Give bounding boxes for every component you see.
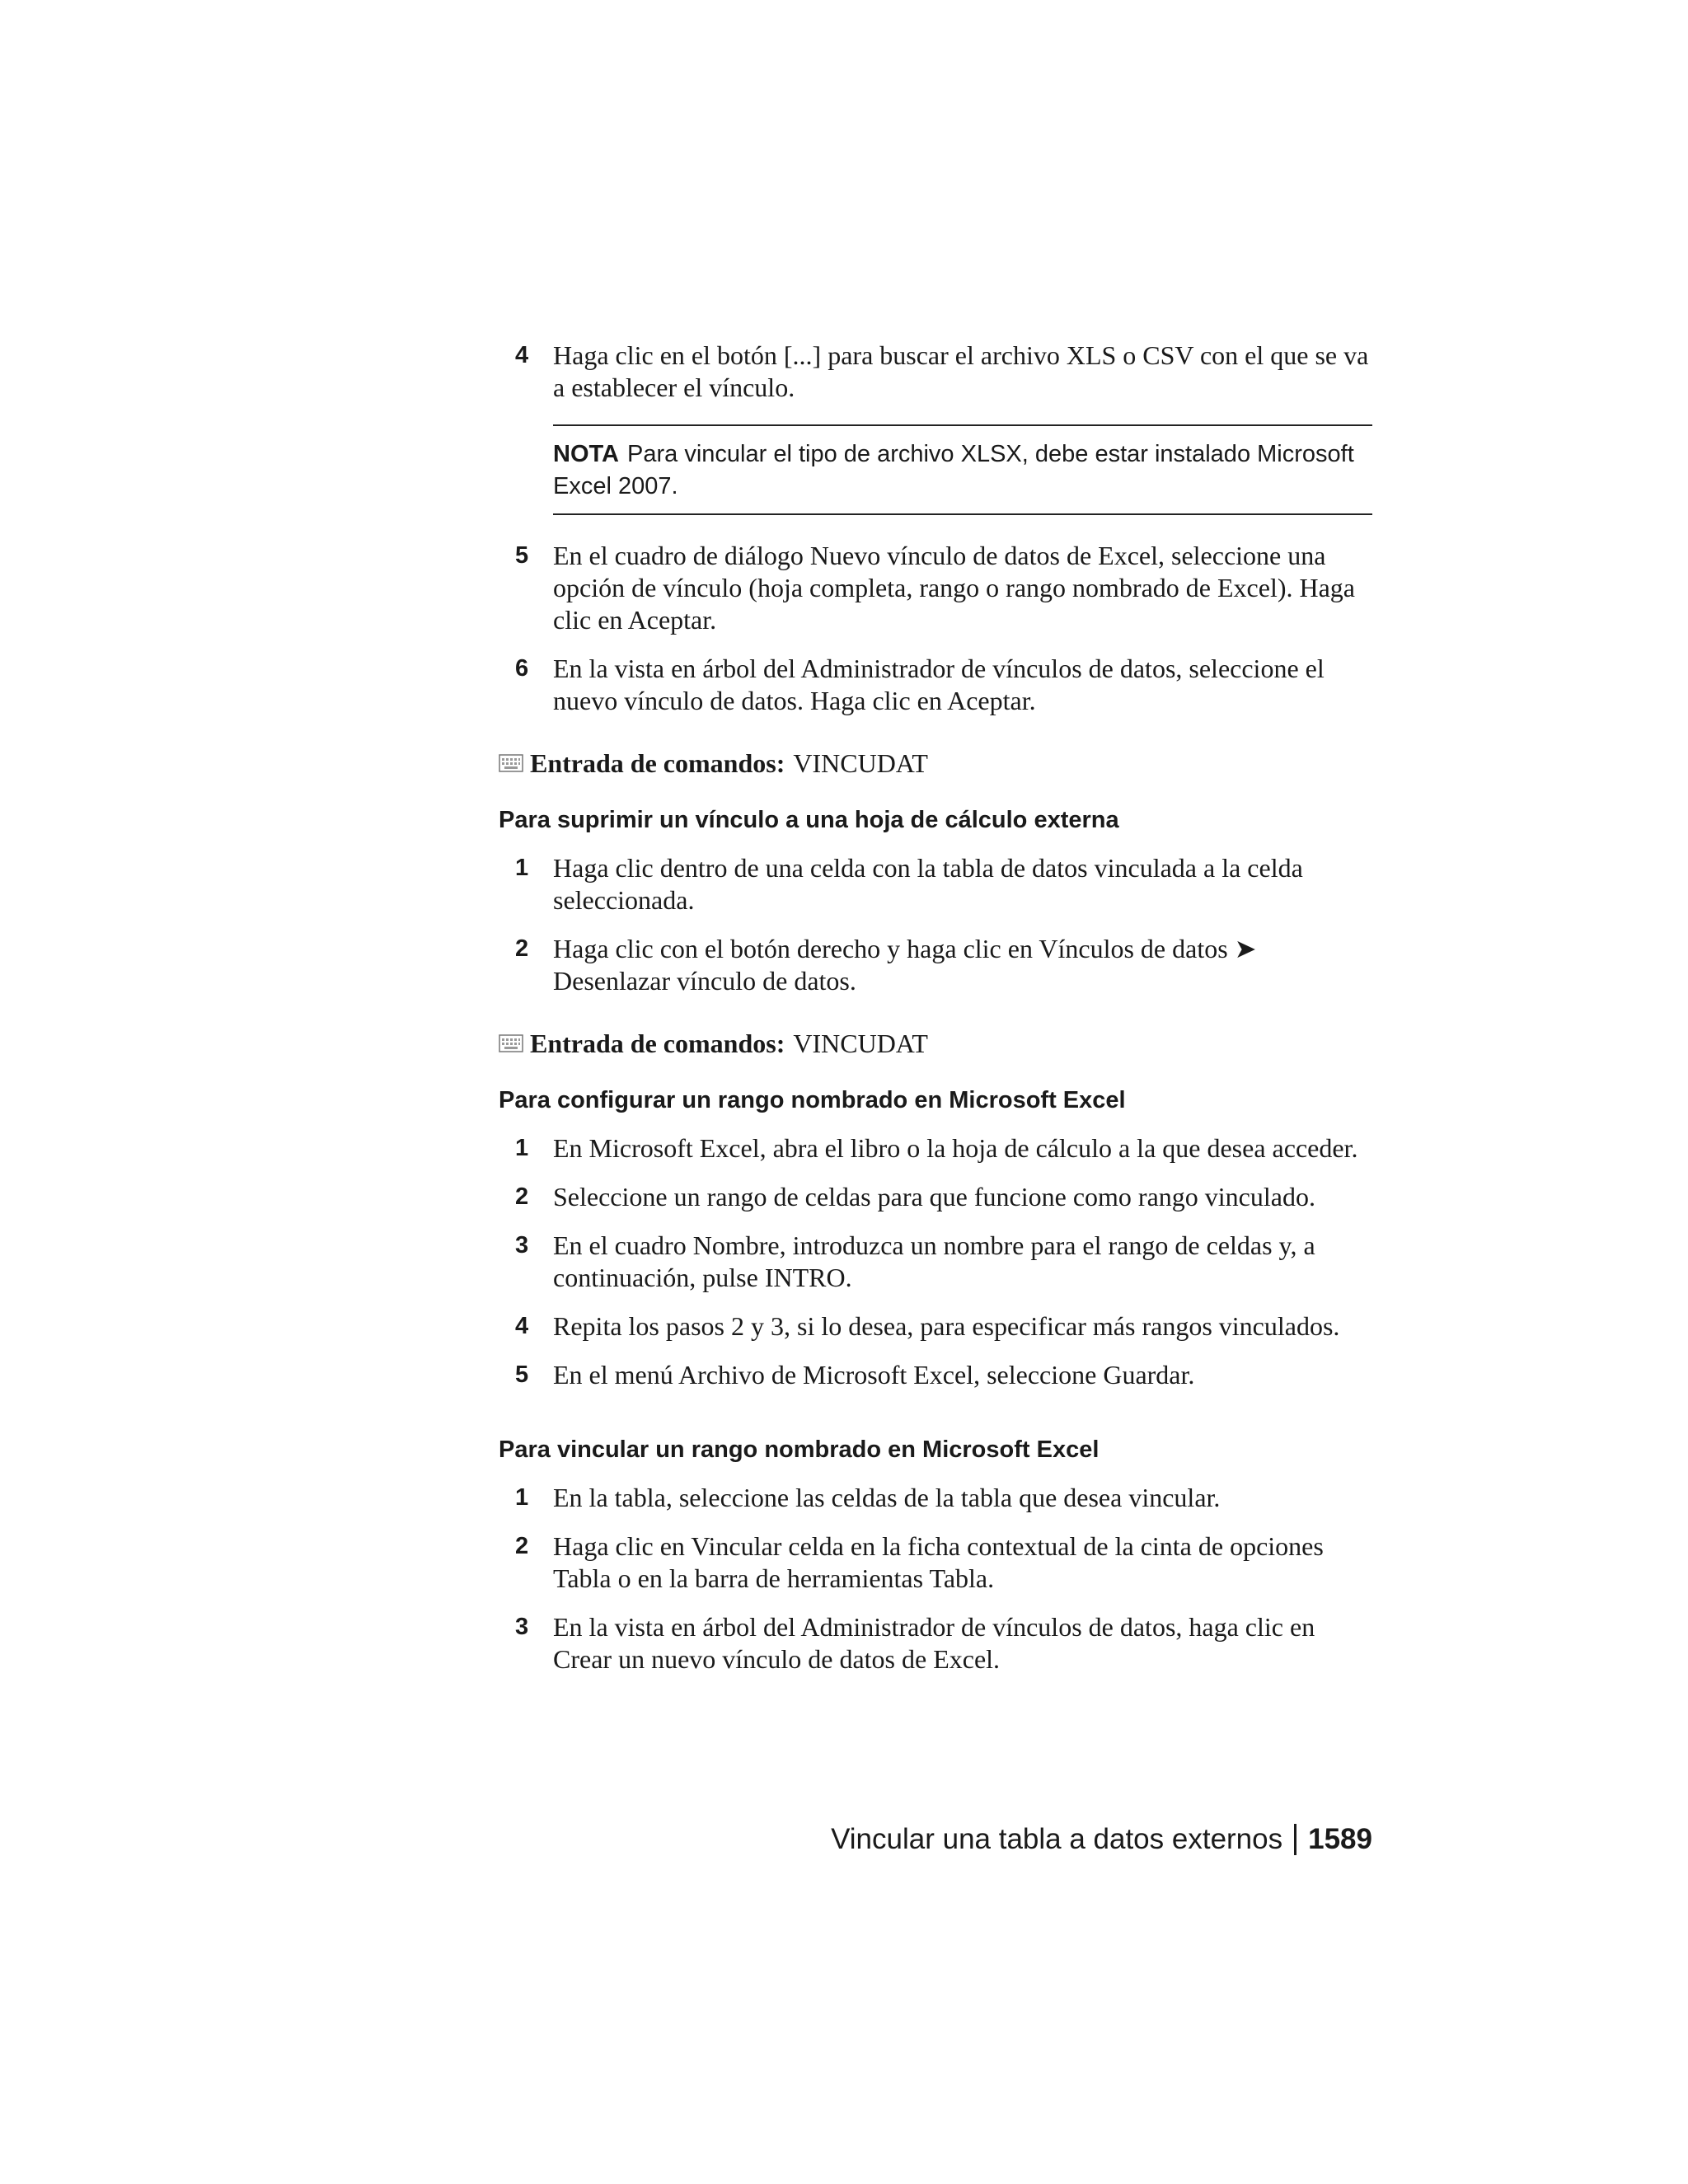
page-number: 1589	[1308, 1823, 1372, 1855]
step-number: 2	[515, 1533, 529, 1559]
step-number: 1	[515, 1135, 529, 1161]
section-heading: Para vincular un rango nombrado en Microsoft Excel	[499, 1436, 1100, 1463]
footer-title: Vincular una tabla a datos externos	[831, 1823, 1283, 1855]
step-number: 3	[515, 1614, 529, 1640]
step-item	[499, 653, 1372, 717]
step-number: 2	[515, 935, 529, 962]
step-item	[499, 1482, 1372, 1514]
step-number: 4	[515, 342, 529, 368]
step-item	[499, 340, 1372, 404]
note-text: Para vincular el tipo de archivo XLSX, debe estar instalado Microsoft Excel 2007.	[553, 441, 1354, 499]
page-footer	[831, 1821, 1372, 1858]
step-item	[499, 1132, 1372, 1165]
step-number: 6	[515, 655, 529, 682]
step-text: En la vista en árbol del Administrador de vínculos de datos, seleccione el nuevo vínculo de datos. Haga clic en Aceptar.	[553, 654, 1325, 715]
command-entry	[499, 747, 1372, 780]
step-text: En la tabla, seleccione las celdas de la tabla que desea vincular.	[553, 1483, 1221, 1512]
page-content	[499, 340, 1372, 1675]
step-item	[499, 852, 1372, 916]
step-item	[499, 540, 1372, 636]
step-item	[499, 1359, 1372, 1391]
keyboard-icon	[499, 1034, 523, 1052]
section-heading: Para suprimir un vínculo a una hoja de cálculo externa	[499, 807, 1119, 833]
command-entry-value: VINCUDAT	[793, 1029, 928, 1058]
step-text: Haga clic en Vincular celda en la ficha contextual de la cinta de opciones Tabla o en la barra de herramientas Tabla.	[553, 1531, 1324, 1593]
note-label: NOTA	[553, 441, 620, 467]
step-number: 5	[515, 542, 529, 569]
step-number: 1	[515, 855, 529, 881]
footer-separator	[1294, 1824, 1296, 1855]
step-item	[499, 933, 1372, 997]
step-number: 1	[515, 1484, 529, 1511]
step-number: 4	[515, 1313, 529, 1339]
step-text: Seleccione un rango de celdas para que funcione como rango vinculado.	[553, 1182, 1315, 1212]
step-text: Repita los pasos 2 y 3, si lo desea, para especificar más rangos vinculados.	[553, 1311, 1340, 1341]
keyboard-icon	[499, 754, 523, 772]
note-box	[553, 424, 1372, 515]
step-text: En el cuadro Nombre, introduzca un nombre para el rango de celdas y, a continuación, pulse INTRO.	[553, 1230, 1315, 1292]
step-number: 2	[515, 1183, 529, 1210]
step-item	[499, 1181, 1372, 1213]
command-entry-label: Entrada de comandos:	[530, 748, 785, 778]
step-text: En la vista en árbol del Administrador de vínculos de datos, haga clic en Crear un nuevo vínculo de datos de Excel.	[553, 1612, 1315, 1674]
step-item	[499, 1611, 1372, 1675]
step-text: En el cuadro de diálogo Nuevo vínculo de datos de Excel, seleccione una opción de vínculo (hoja completa, rango o rango nombrado de Excel). Haga clic en Aceptar.	[553, 541, 1355, 635]
step-number: 5	[515, 1361, 529, 1388]
step-text: En Microsoft Excel, abra el libro o la hoja de cálculo a la que desea acceder.	[553, 1133, 1358, 1163]
command-entry-value: VINCUDAT	[793, 748, 928, 778]
step-text: Haga clic en el botón [...] para buscar el archivo XLS o CSV con el que se va a establecer el vínculo.	[553, 340, 1369, 402]
step-item	[499, 1530, 1372, 1595]
step-item	[499, 1230, 1372, 1294]
step-text: Haga clic dentro de una celda con la tabla de datos vinculada a la celda seleccionada.	[553, 853, 1303, 915]
command-entry-label: Entrada de comandos:	[530, 1029, 785, 1058]
step-item	[499, 1310, 1372, 1343]
section-heading: Para configurar un rango nombrado en Microsoft Excel	[499, 1087, 1126, 1113]
step-text: En el menú Archivo de Microsoft Excel, seleccione Guardar.	[553, 1360, 1195, 1390]
step-number: 3	[515, 1232, 529, 1258]
command-entry	[499, 1027, 1372, 1060]
step-text: Haga clic con el botón derecho y haga clic en Vínculos de datos ➤ Desenlazar vínculo de datos.	[553, 934, 1257, 996]
